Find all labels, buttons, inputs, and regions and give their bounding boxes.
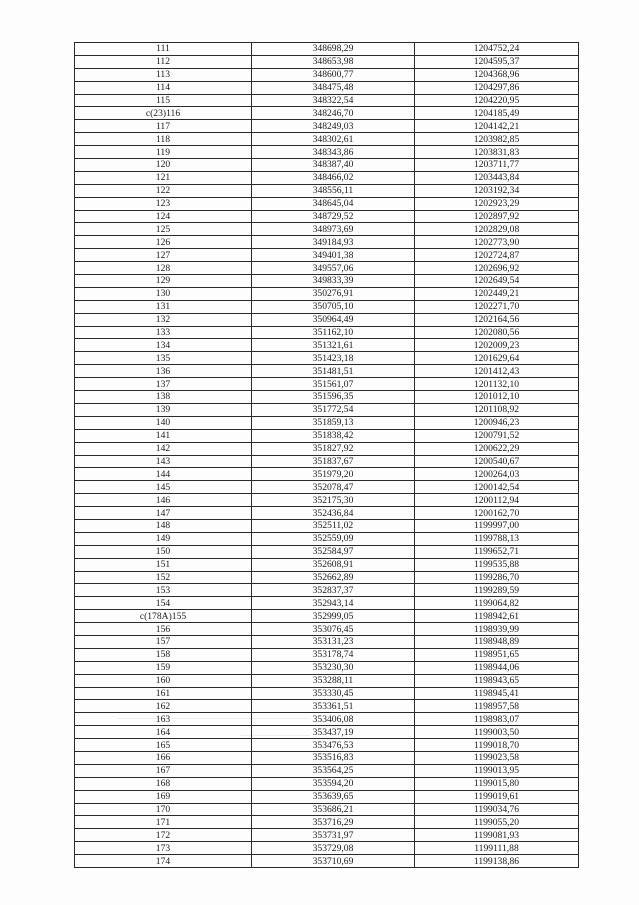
table-row: [75, 532, 579, 545]
table-row: [75, 391, 579, 404]
y-coordinate-cell: 1201132,10: [415, 378, 579, 391]
x-coordinate-cell: 353516,83: [252, 751, 415, 764]
point-number-cell: 119: [75, 146, 252, 159]
point-number-cell: 124: [75, 210, 252, 223]
y-coordinate-cell: 1202449,21: [415, 287, 579, 300]
y-coordinate-cell: 1201412,43: [415, 365, 579, 378]
x-coordinate-cell: 348475,48: [252, 81, 415, 94]
x-coordinate-cell: 351979,20: [252, 468, 415, 481]
y-coordinate-cell: 1199015,80: [415, 777, 579, 790]
x-coordinate-cell: 348653,98: [252, 55, 415, 68]
x-coordinate-cell: 349557,06: [252, 262, 415, 275]
x-coordinate-cell: 352999,05: [252, 610, 415, 623]
table-row: [75, 623, 579, 636]
table-row: [75, 43, 579, 56]
y-coordinate-cell: 1199111,88: [415, 842, 579, 855]
point-number-cell: 127: [75, 249, 252, 262]
y-coordinate-cell: 1202773,90: [415, 236, 579, 249]
table-row: [75, 442, 579, 455]
table-row: [75, 829, 579, 842]
x-coordinate-cell: 353731,97: [252, 829, 415, 842]
x-coordinate-cell: 351859,13: [252, 416, 415, 429]
x-coordinate-cell: 352837,37: [252, 584, 415, 597]
y-coordinate-cell: 1204297,86: [415, 81, 579, 94]
point-number-cell: 150: [75, 545, 252, 558]
y-coordinate-cell: 1198944,06: [415, 661, 579, 674]
y-coordinate-cell: 1204220,95: [415, 94, 579, 107]
table-row: [75, 648, 579, 661]
table-row: [75, 365, 579, 378]
y-coordinate-cell: 1199018,70: [415, 739, 579, 752]
point-number-cell: 139: [75, 403, 252, 416]
x-coordinate-cell: 351321,61: [252, 339, 415, 352]
y-coordinate-cell: 1203443,84: [415, 171, 579, 184]
x-coordinate-cell: 348466,02: [252, 171, 415, 184]
y-coordinate-cell: 1204185,49: [415, 107, 579, 120]
table-row: [75, 803, 579, 816]
table-row: [75, 571, 579, 584]
x-coordinate-cell: 348973,69: [252, 223, 415, 236]
x-coordinate-cell: 348600,77: [252, 68, 415, 81]
y-coordinate-cell: 1202271,70: [415, 300, 579, 313]
x-coordinate-cell: 351162,10: [252, 326, 415, 339]
point-number-cell: 169: [75, 790, 252, 803]
y-coordinate-cell: 1198939,99: [415, 623, 579, 636]
point-number-cell: 126: [75, 236, 252, 249]
y-coordinate-cell: 1199289,59: [415, 584, 579, 597]
y-coordinate-cell: 1200264,03: [415, 468, 579, 481]
point-number-cell: 137: [75, 378, 252, 391]
point-number-cell: 171: [75, 816, 252, 829]
point-number-cell: 136: [75, 365, 252, 378]
table-row: [75, 352, 579, 365]
table-row: [75, 494, 579, 507]
y-coordinate-cell: 1202009,23: [415, 339, 579, 352]
table-row: [75, 133, 579, 146]
table-row: [75, 210, 579, 223]
y-coordinate-cell: 1198948,89: [415, 635, 579, 648]
x-coordinate-cell: 349833,39: [252, 275, 415, 288]
x-coordinate-cell: 353361,51: [252, 700, 415, 713]
table-row: [75, 107, 579, 120]
y-coordinate-cell: 1199286,70: [415, 571, 579, 584]
x-coordinate-cell: 353710,69: [252, 855, 415, 868]
table-row: [75, 236, 579, 249]
point-number-cell: 161: [75, 687, 252, 700]
table-row: [75, 262, 579, 275]
point-number-cell: 138: [75, 391, 252, 404]
coordinates-table-body: [75, 43, 579, 868]
x-coordinate-cell: 351561,07: [252, 378, 415, 391]
point-number-cell: 112: [75, 55, 252, 68]
table-row: [75, 584, 579, 597]
point-number-cell: 121: [75, 171, 252, 184]
table-row: [75, 455, 579, 468]
y-coordinate-cell: 1202080,56: [415, 326, 579, 339]
point-number-cell: 148: [75, 519, 252, 532]
table-row: [75, 855, 579, 868]
x-coordinate-cell: 353076,45: [252, 623, 415, 636]
table-row: [75, 674, 579, 687]
x-coordinate-cell: 352175,30: [252, 494, 415, 507]
point-number-cell: 167: [75, 764, 252, 777]
x-coordinate-cell: 353716,29: [252, 816, 415, 829]
point-number-cell: 174: [75, 855, 252, 868]
y-coordinate-cell: 1199003,50: [415, 726, 579, 739]
point-number-cell: 157: [75, 635, 252, 648]
point-number-cell: 115: [75, 94, 252, 107]
x-coordinate-cell: 352559,09: [252, 532, 415, 545]
table-row: [75, 687, 579, 700]
table-row: [75, 55, 579, 68]
table-row: [75, 597, 579, 610]
y-coordinate-cell: 1200142,54: [415, 481, 579, 494]
table-row: [75, 558, 579, 571]
point-number-cell: 145: [75, 481, 252, 494]
y-coordinate-cell: 1199013,95: [415, 764, 579, 777]
x-coordinate-cell: 352584,97: [252, 545, 415, 558]
coordinates-table: [74, 42, 579, 868]
x-coordinate-cell: 353639,65: [252, 790, 415, 803]
table-row: [75, 287, 579, 300]
table-row: [75, 429, 579, 442]
table-row: [75, 120, 579, 133]
table-row: [75, 275, 579, 288]
table-row: [75, 545, 579, 558]
x-coordinate-cell: 348343,86: [252, 146, 415, 159]
table-row: [75, 300, 579, 313]
y-coordinate-cell: 1199652,71: [415, 545, 579, 558]
table-row: [75, 481, 579, 494]
table-row: [75, 700, 579, 713]
y-coordinate-cell: 1201629,64: [415, 352, 579, 365]
y-coordinate-cell: 1204142,21: [415, 120, 579, 133]
x-coordinate-cell: 352511,02: [252, 519, 415, 532]
point-number-cell: 131: [75, 300, 252, 313]
y-coordinate-cell: 1199019,61: [415, 790, 579, 803]
x-coordinate-cell: 348302,61: [252, 133, 415, 146]
table-row: [75, 661, 579, 674]
y-coordinate-cell: 1200791,52: [415, 429, 579, 442]
y-coordinate-cell: 1200112,94: [415, 494, 579, 507]
table-row: [75, 842, 579, 855]
x-coordinate-cell: 348645,04: [252, 197, 415, 210]
table-row: [75, 184, 579, 197]
point-number-cell: 123: [75, 197, 252, 210]
table-row: [75, 739, 579, 752]
point-number-cell: 142: [75, 442, 252, 455]
y-coordinate-cell: 1202649,54: [415, 275, 579, 288]
x-coordinate-cell: 350705,10: [252, 300, 415, 313]
point-number-cell: 135: [75, 352, 252, 365]
point-number-cell: 143: [75, 455, 252, 468]
x-coordinate-cell: 352662,89: [252, 571, 415, 584]
table-row: [75, 816, 579, 829]
table-row: [75, 81, 579, 94]
x-coordinate-cell: 353131,23: [252, 635, 415, 648]
x-coordinate-cell: 349184,93: [252, 236, 415, 249]
y-coordinate-cell: 1199081,93: [415, 829, 579, 842]
point-number-cell: 149: [75, 532, 252, 545]
point-number-cell: 125: [75, 223, 252, 236]
table-row: [75, 751, 579, 764]
table-row: [75, 68, 579, 81]
x-coordinate-cell: 351837,67: [252, 455, 415, 468]
y-coordinate-cell: 1198943,65: [415, 674, 579, 687]
x-coordinate-cell: 353406,08: [252, 713, 415, 726]
point-number-cell: 134: [75, 339, 252, 352]
x-coordinate-cell: 353178,74: [252, 648, 415, 661]
y-coordinate-cell: 1202923,29: [415, 197, 579, 210]
y-coordinate-cell: 1199034,76: [415, 803, 579, 816]
y-coordinate-cell: 1199997,00: [415, 519, 579, 532]
point-number-cell: 160: [75, 674, 252, 687]
point-number-cell: 114: [75, 81, 252, 94]
x-coordinate-cell: 353288,11: [252, 674, 415, 687]
y-coordinate-cell: 1199023,58: [415, 751, 579, 764]
y-coordinate-cell: 1201108,92: [415, 403, 579, 416]
y-coordinate-cell: 1204368,96: [415, 68, 579, 81]
x-coordinate-cell: 348698,29: [252, 43, 415, 56]
y-coordinate-cell: 1198942,61: [415, 610, 579, 623]
x-coordinate-cell: 353686,21: [252, 803, 415, 816]
y-coordinate-cell: 1199788,13: [415, 532, 579, 545]
x-coordinate-cell: 353330,45: [252, 687, 415, 700]
table-row: [75, 378, 579, 391]
x-coordinate-cell: 349401,38: [252, 249, 415, 262]
x-coordinate-cell: 351481,51: [252, 365, 415, 378]
x-coordinate-cell: 350276,91: [252, 287, 415, 300]
y-coordinate-cell: 1204752,24: [415, 43, 579, 56]
table-row: [75, 507, 579, 520]
y-coordinate-cell: 1198957,58: [415, 700, 579, 713]
table-row: [75, 326, 579, 339]
point-number-cell: 133: [75, 326, 252, 339]
x-coordinate-cell: 352078,47: [252, 481, 415, 494]
table-row: [75, 313, 579, 326]
table-row: [75, 146, 579, 159]
point-number-cell: 164: [75, 726, 252, 739]
point-number-cell: 173: [75, 842, 252, 855]
point-number-cell: 153: [75, 584, 252, 597]
table-row: [75, 713, 579, 726]
y-coordinate-cell: 1200162,70: [415, 507, 579, 520]
table-row: [75, 726, 579, 739]
table-row: [75, 249, 579, 262]
table-row: [75, 519, 579, 532]
y-coordinate-cell: 1202164,56: [415, 313, 579, 326]
x-coordinate-cell: 352608,91: [252, 558, 415, 571]
x-coordinate-cell: 353564,25: [252, 764, 415, 777]
table-row: [75, 764, 579, 777]
y-coordinate-cell: 1199138,86: [415, 855, 579, 868]
point-number-cell: 165: [75, 739, 252, 752]
x-coordinate-cell: 353437,19: [252, 726, 415, 739]
y-coordinate-cell: 1198945,41: [415, 687, 579, 700]
point-number-cell: 129: [75, 275, 252, 288]
point-number-cell: 166: [75, 751, 252, 764]
y-coordinate-cell: 1198951,65: [415, 648, 579, 661]
table-row: [75, 635, 579, 648]
y-coordinate-cell: 1201012,10: [415, 391, 579, 404]
x-coordinate-cell: 351827,92: [252, 442, 415, 455]
y-coordinate-cell: 1200946,23: [415, 416, 579, 429]
x-coordinate-cell: 351596,35: [252, 391, 415, 404]
table-row: [75, 223, 579, 236]
x-coordinate-cell: 350964,49: [252, 313, 415, 326]
point-number-cell: 147: [75, 507, 252, 520]
point-number-cell: 172: [75, 829, 252, 842]
point-number-cell: 111: [75, 43, 252, 56]
x-coordinate-cell: 348387,40: [252, 159, 415, 172]
point-number-cell: 144: [75, 468, 252, 481]
y-coordinate-cell: 1203982,85: [415, 133, 579, 146]
point-number-cell: c(23)116: [75, 107, 252, 120]
x-coordinate-cell: 352436,84: [252, 507, 415, 520]
table-row: [75, 777, 579, 790]
point-number-cell: 154: [75, 597, 252, 610]
table-row: [75, 159, 579, 172]
table-row: [75, 339, 579, 352]
point-number-cell: 146: [75, 494, 252, 507]
point-number-cell: 113: [75, 68, 252, 81]
point-number-cell: 152: [75, 571, 252, 584]
y-coordinate-cell: 1199055,20: [415, 816, 579, 829]
point-number-cell: 118: [75, 133, 252, 146]
x-coordinate-cell: 353230,30: [252, 661, 415, 674]
x-coordinate-cell: 352943,14: [252, 597, 415, 610]
point-number-cell: 170: [75, 803, 252, 816]
point-number-cell: 128: [75, 262, 252, 275]
table-row: [75, 171, 579, 184]
x-coordinate-cell: 348322,54: [252, 94, 415, 107]
y-coordinate-cell: 1202724,87: [415, 249, 579, 262]
point-number-cell: 141: [75, 429, 252, 442]
point-number-cell: 168: [75, 777, 252, 790]
point-number-cell: 151: [75, 558, 252, 571]
y-coordinate-cell: 1203192,34: [415, 184, 579, 197]
x-coordinate-cell: 353729,08: [252, 842, 415, 855]
y-coordinate-cell: 1202897,92: [415, 210, 579, 223]
x-coordinate-cell: 351838,42: [252, 429, 415, 442]
point-number-cell: 159: [75, 661, 252, 674]
y-coordinate-cell: 1198983,07: [415, 713, 579, 726]
table-row: [75, 468, 579, 481]
x-coordinate-cell: 353476,53: [252, 739, 415, 752]
x-coordinate-cell: 348729,52: [252, 210, 415, 223]
point-number-cell: 132: [75, 313, 252, 326]
x-coordinate-cell: 348246,70: [252, 107, 415, 120]
y-coordinate-cell: 1203711,77: [415, 159, 579, 172]
x-coordinate-cell: 351423,18: [252, 352, 415, 365]
point-number-cell: 162: [75, 700, 252, 713]
y-coordinate-cell: 1202829,08: [415, 223, 579, 236]
point-number-cell: 130: [75, 287, 252, 300]
table-row: [75, 790, 579, 803]
point-number-cell: 140: [75, 416, 252, 429]
y-coordinate-cell: 1204595,37: [415, 55, 579, 68]
y-coordinate-cell: 1199535,88: [415, 558, 579, 571]
point-number-cell: c(178A)155: [75, 610, 252, 623]
table-row: [75, 416, 579, 429]
point-number-cell: 122: [75, 184, 252, 197]
x-coordinate-cell: 353594,20: [252, 777, 415, 790]
y-coordinate-cell: 1203831,83: [415, 146, 579, 159]
y-coordinate-cell: 1200540,67: [415, 455, 579, 468]
table-row: [75, 197, 579, 210]
x-coordinate-cell: 348556,11: [252, 184, 415, 197]
point-number-cell: 158: [75, 648, 252, 661]
y-coordinate-cell: 1200622,29: [415, 442, 579, 455]
x-coordinate-cell: 348249,03: [252, 120, 415, 133]
table-row: [75, 610, 579, 623]
point-number-cell: 120: [75, 159, 252, 172]
point-number-cell: 163: [75, 713, 252, 726]
table-row: [75, 403, 579, 416]
y-coordinate-cell: 1202696,92: [415, 262, 579, 275]
x-coordinate-cell: 351772,54: [252, 403, 415, 416]
point-number-cell: 156: [75, 623, 252, 636]
point-number-cell: 117: [75, 120, 252, 133]
y-coordinate-cell: 1199064,82: [415, 597, 579, 610]
table-row: [75, 94, 579, 107]
